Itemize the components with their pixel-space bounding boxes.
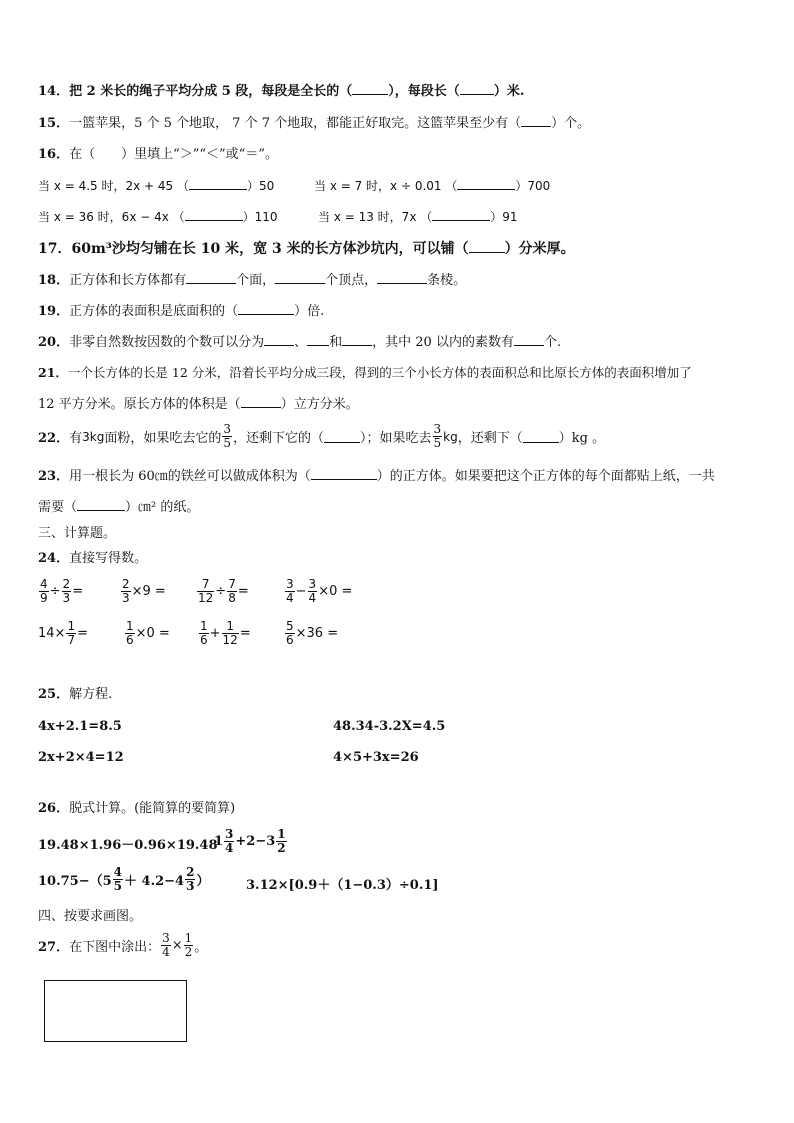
question-14: 14．把 2 米长的绳子平均分成 5 段，每段是全长的（ ），每段长（ ）米. bbox=[38, 84, 525, 99]
blank[interactable] bbox=[521, 114, 551, 127]
blank[interactable] bbox=[185, 208, 243, 221]
question-23-line2: 需要（ ）㎝² 的纸。 bbox=[38, 500, 200, 515]
calc-item-2: $\frac{2}{3}$ ×9 = bbox=[122, 577, 166, 605]
question-23-line1: 23．用一根长为 60㎝的铁丝可以做成体积为（ ）的正方体。如果要把这个正方体的每个面都贴上纸，一共 bbox=[38, 469, 715, 484]
calc-item-4: $\frac{3}{4}$ − $\frac{3}{4}$ ×0 = bbox=[286, 577, 353, 605]
question-15: 15．一篮苹果，5 个 5 个地取， 7 个 7 个地取，都能正好取完。这篮苹果至少有（ ）个。 bbox=[38, 116, 591, 131]
question-19: 19．正方体的表面积是底面积的（ ）倍. bbox=[38, 304, 325, 319]
blank[interactable] bbox=[460, 82, 494, 95]
blank[interactable] bbox=[352, 82, 388, 95]
blank[interactable] bbox=[189, 177, 247, 190]
blank[interactable] bbox=[457, 177, 515, 190]
blank[interactable] bbox=[77, 498, 125, 511]
expression-3: 10.75−（5 $\frac{4}{5}$ ＋ 4.2−4 $\frac{2}{3}$ ） bbox=[38, 865, 210, 893]
equation-2: 48.34-3.2X=4.5 bbox=[333, 719, 446, 734]
blank[interactable] bbox=[377, 271, 427, 284]
q16-row1-left: 当 x = 4.5 时，2x + 45 （ ）50 bbox=[38, 179, 275, 193]
blank[interactable] bbox=[514, 333, 544, 346]
blank[interactable] bbox=[238, 302, 294, 315]
question-17: 17．60m³沙均匀铺在长 10 米，宽 3 米的长方体沙坑内，可以铺（ ）分米厚。 bbox=[38, 241, 575, 257]
blank[interactable] bbox=[342, 333, 372, 346]
fraction: $\frac{3}{5}$ bbox=[223, 422, 231, 450]
blank[interactable] bbox=[311, 467, 377, 480]
expression-1: 19.48×1.96－0.96×19.48 bbox=[38, 838, 218, 853]
blank[interactable] bbox=[241, 395, 281, 408]
blank[interactable] bbox=[469, 240, 505, 253]
fraction: $\frac{3}{5}$ bbox=[433, 422, 442, 450]
calc-item-1: $\frac{4}{9}$ ÷ $\frac{2}{3}$ = bbox=[40, 577, 84, 605]
question-27: 27． 在下图中涂出： $\frac{3}{4}$ × $\frac{1}{2}$ 。 bbox=[38, 931, 208, 959]
q16-row2-left: 当 x = 36 时，6x − 4x （ ）110 bbox=[38, 210, 278, 224]
blank[interactable] bbox=[307, 333, 329, 346]
question-21-line1: 21．一个长方体的长是 12 分米，沿着长平均分成三段，得到的三个小长方体的表面积总和比原长方体的表面积增加了 bbox=[38, 365, 692, 380]
calc-item-5: 14× $\frac{1}{7}$ = bbox=[38, 619, 88, 647]
question-26: 26．脱式计算。(能简算的要简算) bbox=[38, 801, 236, 816]
calc-item-8: $\frac{5}{6}$ ×36 = bbox=[286, 619, 339, 647]
expression-2: 1 $\frac{3}{4}$ +2−3 $\frac{1}{2}$ bbox=[214, 827, 286, 855]
question-25: 25．解方程. bbox=[38, 687, 113, 702]
calc-item-6: $\frac{1}{6}$ ×0 = bbox=[126, 619, 170, 647]
drawing-rectangle[interactable] bbox=[44, 980, 187, 1042]
q16-row1-right: 当 x = 7 时，x ÷ 0.01 （ ）700 bbox=[314, 179, 551, 193]
equation-1: 4x+2.1=8.5 bbox=[38, 719, 122, 734]
question-20: 20．非零自然数按因数的个数可以分为 、 和 ，其中 20 以内的素数有 个. bbox=[38, 335, 562, 350]
blank[interactable] bbox=[432, 208, 490, 221]
question-21-line2: 12 平方分米。原长方体的体积是（ ）立方分米。 bbox=[38, 397, 359, 412]
section-3-title: 三、计算题。 bbox=[38, 526, 117, 541]
blank[interactable] bbox=[186, 271, 236, 284]
blank[interactable] bbox=[324, 430, 360, 443]
question-24: 24．直接写得数。 bbox=[38, 551, 148, 566]
section-4-title: 四、按要求画图。 bbox=[38, 909, 143, 924]
question-18: 18．正方体和长方体都有 个面， 个顶点， 条棱。 bbox=[38, 273, 467, 288]
calc-item-7: $\frac{1}{6}$ + $\frac{1}{12}$ = bbox=[200, 619, 251, 647]
expression-4: 3.12×[0.9＋（1−0.3）÷0.1] bbox=[246, 878, 439, 893]
question-22: 22． 有 3kg 面粉，如果吃去它的 $\frac{3}{5}$ ，还剩下它的（ ）；如果吃去 $\frac{3}{5}$ kg ，还剩下（ ）kg 。 bbox=[38, 422, 606, 450]
equation-4: 4×5+3x=26 bbox=[333, 750, 419, 765]
calc-item-3: $\frac{7}{12}$ ÷ $\frac{7}{8}$ = bbox=[198, 577, 249, 605]
equation-3: 2x+2×4=12 bbox=[38, 750, 124, 765]
blank[interactable] bbox=[275, 271, 325, 284]
q16-row2-right: 当 x = 13 时，7x （ ）91 bbox=[318, 210, 518, 224]
question-16: 16．在（ ）里填上“＞”“＜”或“＝”。 bbox=[38, 147, 278, 162]
blank[interactable] bbox=[264, 333, 294, 346]
blank[interactable] bbox=[523, 430, 559, 443]
